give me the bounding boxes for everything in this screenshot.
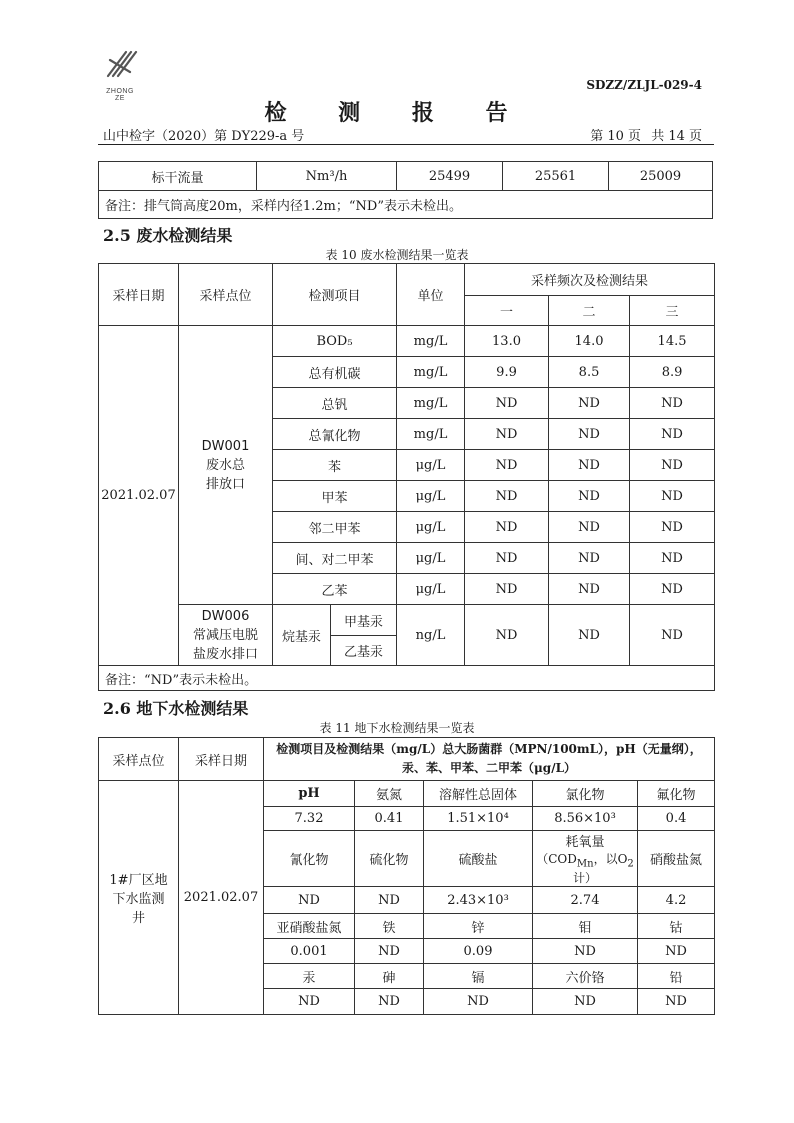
result-value: ND	[549, 388, 630, 419]
result-value: ND	[638, 939, 715, 964]
unit: μg/L	[397, 481, 465, 512]
result-value: ND	[549, 450, 630, 481]
test-item: 砷	[355, 964, 424, 989]
test-item: 总有机碳	[273, 357, 397, 388]
result-value: ND	[630, 543, 715, 574]
result-value: ND	[465, 605, 549, 666]
result-value: 14.0	[549, 326, 630, 357]
result-value: 8.56×10³	[533, 807, 638, 831]
result-value: 1.51×10⁴	[424, 807, 533, 831]
test-item: 六价铬	[533, 964, 638, 989]
table-header-row	[99, 264, 715, 296]
test-item: 乙基汞	[331, 636, 397, 666]
table-caption: 表 11 地下水检测结果一览表	[319, 721, 475, 735]
unit: μg/L	[397, 512, 465, 543]
result-value: ND	[465, 419, 549, 450]
groundwater-results-table	[98, 737, 715, 1015]
result-value: 4.2	[638, 887, 715, 914]
column-header: 采样点位	[99, 738, 179, 781]
result-value: ND	[630, 605, 715, 666]
result-value: ND	[465, 481, 549, 512]
result-value: 8.9	[630, 357, 715, 388]
result-value: ND	[549, 543, 630, 574]
cod-note-part: （COD	[536, 852, 577, 866]
sampling-date: 2021.02.07	[99, 326, 179, 666]
result-value: ND	[549, 605, 630, 666]
flue-gas-continuation-table	[98, 161, 713, 219]
test-item: BOD₅	[273, 326, 397, 357]
page-total: 共 14 页	[651, 129, 702, 144]
table-row	[99, 162, 713, 191]
test-item: 总钒	[273, 388, 397, 419]
result-value: 0.41	[355, 807, 424, 831]
result-value: 7.32	[264, 807, 355, 831]
result-value: ND	[424, 989, 533, 1015]
unit: μg/L	[397, 543, 465, 574]
result-value: ND	[549, 574, 630, 605]
table-cell: 标干流量	[99, 162, 257, 191]
test-item: 汞	[264, 964, 355, 989]
test-item: 铁	[355, 914, 424, 939]
result-value: ND	[549, 481, 630, 512]
result-value: ND	[355, 939, 424, 964]
table-note: 备注：“ND”表示未检出。	[99, 666, 715, 691]
column-header-items: 检测项目及检测结果（mg/L）总大肠菌群（MPN/100mL），pH（无量纲），汞、苯、甲苯、二甲苯（μg/L）	[264, 738, 715, 781]
unit: μg/L	[397, 450, 465, 481]
test-item: 溶解性总固体	[424, 781, 533, 807]
column-header: 三	[630, 296, 715, 326]
sampling-point-line: 井	[131, 911, 145, 927]
test-item: 苯	[273, 450, 397, 481]
cod-note	[533, 850, 637, 886]
result-value: ND	[465, 450, 549, 481]
test-item: 硝酸盐氮	[638, 831, 715, 887]
test-item: 硫酸盐	[424, 831, 533, 887]
result-value: ND	[465, 512, 549, 543]
document-code: SDZZ/ZLJL-029-4	[586, 78, 702, 92]
section-heading-groundwater: 2.6 地下水检测结果	[103, 699, 249, 718]
table-cell: 25561	[503, 162, 609, 191]
column-header: 采样点位	[179, 264, 273, 326]
sampling-point	[179, 605, 273, 666]
column-header: 检测项目	[273, 264, 397, 326]
page-info	[584, 125, 702, 144]
test-item: 邻二甲苯	[273, 512, 397, 543]
sampling-point-line: DW006	[201, 608, 250, 624]
page-number: 第 10 页	[590, 129, 642, 144]
report-number: 山中检字（2020）第 DY229-a 号	[103, 129, 305, 144]
test-item: 钼	[533, 914, 638, 939]
result-value: 2.43×10³	[424, 887, 533, 914]
table-row	[99, 326, 715, 357]
report-title: 检 测 报 告	[264, 100, 530, 126]
table-row	[99, 605, 715, 636]
wastewater-results-table	[98, 263, 715, 691]
test-item: 甲基汞	[331, 605, 397, 636]
result-value: 14.5	[630, 326, 715, 357]
sampling-point-line: 1#厂区地	[109, 873, 168, 889]
result-value: ND	[465, 388, 549, 419]
column-header: 单位	[397, 264, 465, 326]
test-item: 氨氮	[355, 781, 424, 807]
result-value: 13.0	[465, 326, 549, 357]
test-item: 间、对二甲苯	[273, 543, 397, 574]
table-caption: 表 10 废水检测结果一览表	[325, 248, 469, 262]
sampling-point	[179, 326, 273, 605]
column-header: 采样日期	[99, 264, 179, 326]
sampling-point-line: 常减压电脱	[192, 627, 258, 643]
cod-note-part: 计）	[572, 871, 597, 886]
test-item: 氟化物	[638, 781, 715, 807]
result-value: 0.001	[264, 939, 355, 964]
result-value: ND	[264, 887, 355, 914]
result-value: ND	[355, 989, 424, 1015]
column-header: 采样日期	[179, 738, 264, 781]
test-item: 锌	[424, 914, 533, 939]
result-value: 0.09	[424, 939, 533, 964]
sampling-point	[99, 781, 179, 1015]
cod-note-sub: Mn	[576, 858, 594, 870]
result-value: ND	[549, 512, 630, 543]
test-item: 亚硝酸盐氮	[264, 914, 355, 939]
table-cell: 25009	[609, 162, 713, 191]
test-item: 耗氧量	[565, 835, 605, 850]
column-header: 一	[465, 296, 549, 326]
result-value: ND	[630, 512, 715, 543]
test-item: 镉	[424, 964, 533, 989]
result-value: ND	[549, 419, 630, 450]
result-value: ND	[630, 450, 715, 481]
result-value: ND	[638, 989, 715, 1015]
test-item: 铅	[638, 964, 715, 989]
table-note-row	[99, 191, 713, 219]
test-item: 氰化物	[264, 831, 355, 887]
table-cell: Nm³/h	[257, 162, 397, 191]
result-value: 9.9	[465, 357, 549, 388]
result-value: 8.5	[549, 357, 630, 388]
unit: mg/L	[397, 388, 465, 419]
unit: mg/L	[397, 357, 465, 388]
test-item-group: 烷基汞	[273, 605, 331, 666]
unit: mg/L	[397, 419, 465, 450]
column-header: 二	[549, 296, 630, 326]
cod-note-part: ，以O	[593, 852, 628, 866]
test-item: 钴	[638, 914, 715, 939]
unit: μg/L	[397, 574, 465, 605]
result-value: ND	[355, 887, 424, 914]
table-note-row	[99, 666, 715, 691]
table-note: 备注：排气筒高度20m，采样内径1.2m；“ND”表示未检出。	[99, 191, 713, 219]
result-value: ND	[630, 574, 715, 605]
sampling-point-line: 废水总	[205, 457, 245, 473]
test-item: 甲苯	[273, 481, 397, 512]
result-value: ND	[465, 574, 549, 605]
result-value: 2.74	[533, 887, 638, 914]
result-value: ND	[630, 481, 715, 512]
test-item: 乙苯	[273, 574, 397, 605]
test-item: pH	[264, 781, 355, 807]
test-item: 硫化物	[355, 831, 424, 887]
header-rule	[98, 144, 714, 145]
table-row	[99, 781, 715, 807]
sampling-point-line: 下水监测	[112, 892, 165, 908]
sampling-date: 2021.02.07	[179, 781, 264, 1015]
test-item: 氯化物	[533, 781, 638, 807]
section-heading-wastewater: 2.5 废水检测结果	[103, 226, 233, 245]
logo-text: ZHONG ZE	[106, 88, 134, 102]
result-value: ND	[630, 388, 715, 419]
cod-note-sub: 2	[627, 858, 634, 870]
result-value: ND	[630, 419, 715, 450]
column-header: 采样频次及检测结果	[465, 264, 715, 296]
sampling-point-line: 排放口	[205, 476, 245, 492]
company-logo	[100, 46, 140, 102]
zhongze-logo-icon	[102, 46, 138, 82]
result-value: ND	[264, 989, 355, 1015]
result-value: ND	[465, 543, 549, 574]
result-value: ND	[533, 989, 638, 1015]
sampling-point-line: DW001	[201, 438, 250, 454]
unit: mg/L	[397, 326, 465, 357]
table-cell: 25499	[397, 162, 503, 191]
test-item-cod	[533, 831, 638, 887]
sampling-point-line: 盐废水排口	[192, 646, 258, 662]
result-value: 0.4	[638, 807, 715, 831]
unit: ng/L	[397, 605, 465, 666]
table-header-row	[99, 738, 715, 781]
result-value: ND	[533, 939, 638, 964]
test-item: 总氰化物	[273, 419, 397, 450]
